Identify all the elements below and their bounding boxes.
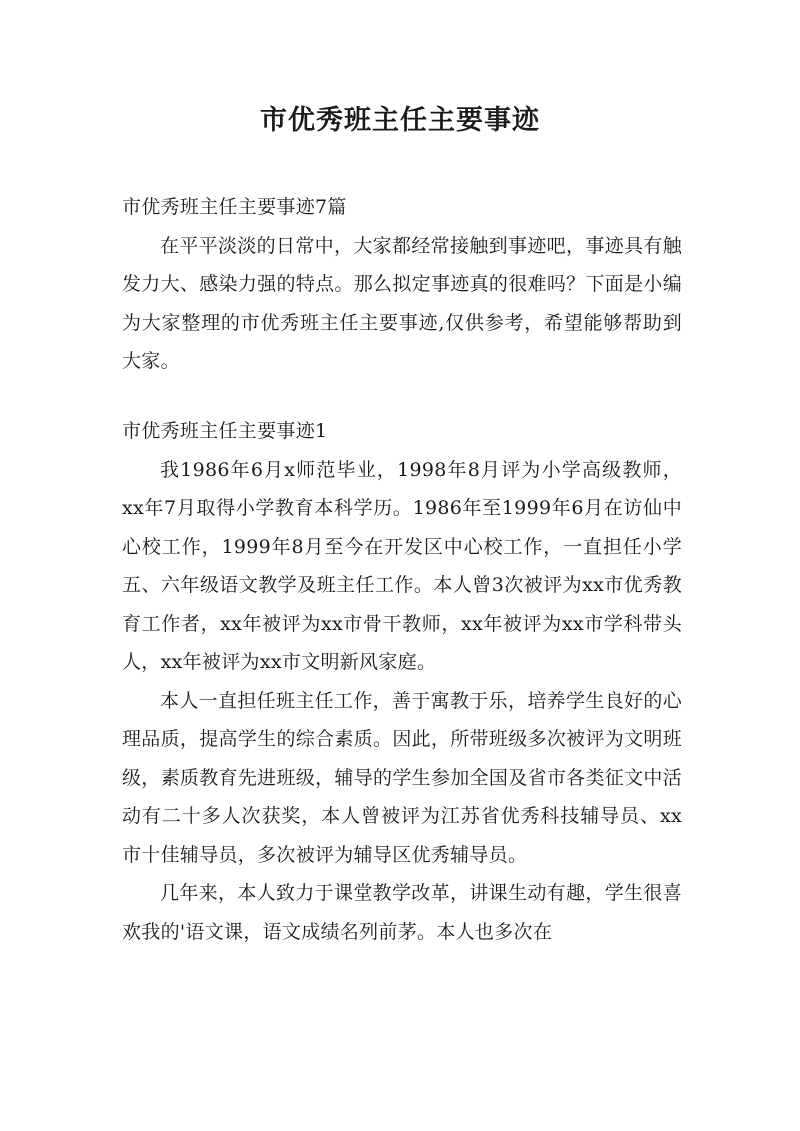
section-1	[122, 412, 682, 951]
intro-section	[122, 188, 682, 381]
section-1-paragraph: 几年来，本人致力于课堂教学改革，讲课生动有趣，学生很喜欢我的'语文课，语文成绩名列前茅。本人也多次在	[122, 882, 682, 943]
intro-heading: 市优秀班主任主要事迹7篇	[122, 196, 347, 218]
section-1-heading: 市优秀班主任主要事迹1	[122, 420, 328, 442]
section-1-paragraph: 本人一直担任班主任工作，善于寓教于乐，培养学生良好的心理品质，提高学生的综合素质。因此，所带班级多次被评为文明班级，素质教育先进班级，辅导的学生参加全国及省市各类征文中活动有二十多人次获奖，本人曾被评为江苏省优秀科技辅导员、xx市十佳辅导员，多次被评为辅导区优秀辅导员。	[122, 689, 682, 866]
document-title: 市优秀班主任主要事迹	[260, 105, 540, 136]
section-1-paragraph: 我1986年6月x师范毕业，1998年8月评为小学高级教师，xx年7月取得小学教育本科学历。1986年至1999年6月在访仙中心校工作，1999年8月至今在开发区中心校工作，一直担任小学五、六年级语文教学及班主任工作。本人曾3次被评为xx市优秀教育工作者，xx年被评为xx市骨干教师，xx年被评为xx市学科带头人，xx年被评为xx市文明新风家庭。	[122, 458, 682, 673]
intro-paragraph: 在平平淡淡的日常中，大家都经常接触到事迹吧，事迹具有触发力大、感染力强的特点。那么拟定事迹真的很难吗？下面是小编为大家整理的市优秀班主任主要事迹,仅供参考，希望能够帮助到大家。	[122, 234, 682, 372]
